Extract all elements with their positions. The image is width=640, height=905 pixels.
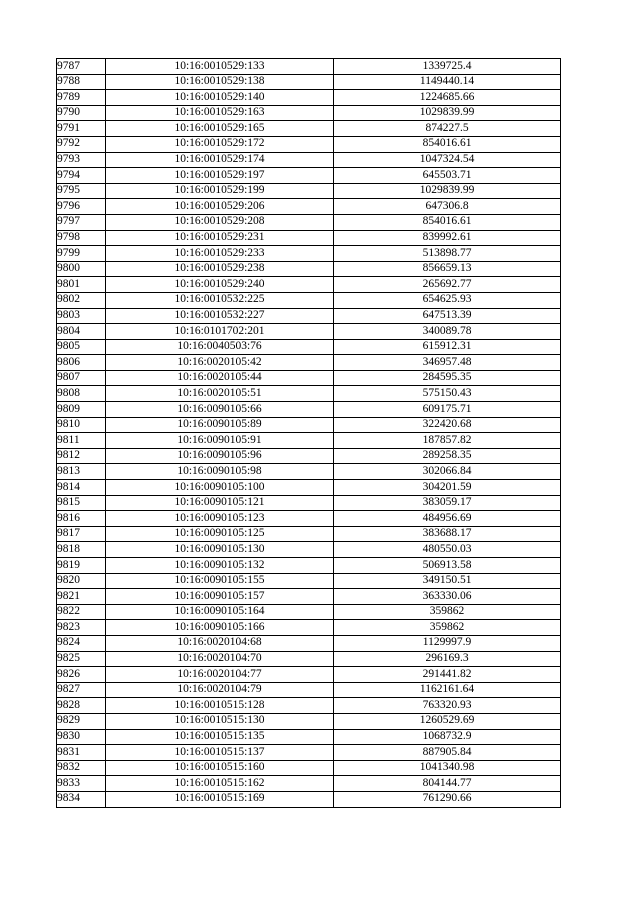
table-row xyxy=(57,105,561,121)
row-number-cell: 9805 xyxy=(57,339,106,355)
value-cell: 654625.93 xyxy=(334,292,561,308)
cadastral-number-cell: 10:16:0090105:130 xyxy=(106,542,334,558)
row-number-cell: 9823 xyxy=(57,620,106,636)
cadastral-number-cell: 10:16:0010515:162 xyxy=(106,776,334,792)
row-number-cell: 9828 xyxy=(57,698,106,714)
row-number-cell: 9807 xyxy=(57,370,106,386)
value-cell: 575150.43 xyxy=(334,386,561,402)
table-row xyxy=(57,261,561,277)
cadastral-number-cell: 10:16:0010529:233 xyxy=(106,246,334,262)
row-number-cell: 9813 xyxy=(57,464,106,480)
table-row xyxy=(57,246,561,262)
value-cell: 1129997.9 xyxy=(334,635,561,651)
cadastral-number-cell: 10:16:0010529:199 xyxy=(106,183,334,199)
cadastral-number-cell: 10:16:0010529:240 xyxy=(106,277,334,293)
cadastral-number-cell: 10:16:0010532:225 xyxy=(106,292,334,308)
value-cell: 187857.82 xyxy=(334,433,561,449)
value-cell: 304201.59 xyxy=(334,480,561,496)
value-cell: 513898.77 xyxy=(334,246,561,262)
table-row xyxy=(57,526,561,542)
row-number-cell: 9800 xyxy=(57,261,106,277)
value-cell: 346957.48 xyxy=(334,355,561,371)
value-cell: 1149440.14 xyxy=(334,74,561,90)
value-cell: 296169.3 xyxy=(334,651,561,667)
table-row xyxy=(57,448,561,464)
value-cell: 1224685.66 xyxy=(334,90,561,106)
row-number-cell: 9832 xyxy=(57,760,106,776)
table-row xyxy=(57,760,561,776)
cadastral-number-cell: 10:16:0020104:68 xyxy=(106,635,334,651)
cadastral-number-cell: 10:16:0010515:135 xyxy=(106,729,334,745)
row-number-cell: 9788 xyxy=(57,74,106,90)
table-row xyxy=(57,682,561,698)
value-cell: 265692.77 xyxy=(334,277,561,293)
row-number-cell: 9829 xyxy=(57,713,106,729)
cadastral-number-cell: 10:16:0090105:91 xyxy=(106,433,334,449)
row-number-cell: 9824 xyxy=(57,635,106,651)
cadastral-number-cell: 10:16:0090105:164 xyxy=(106,604,334,620)
value-cell: 854016.61 xyxy=(334,136,561,152)
value-cell: 839992.61 xyxy=(334,230,561,246)
cadastral-number-cell: 10:16:0010529:231 xyxy=(106,230,334,246)
table-row xyxy=(57,620,561,636)
value-cell: 359862 xyxy=(334,620,561,636)
cadastral-number-cell: 10:16:0090105:125 xyxy=(106,526,334,542)
cadastral-number-cell: 10:16:0090105:121 xyxy=(106,495,334,511)
cadastral-number-cell: 10:16:0010529:238 xyxy=(106,261,334,277)
table-row xyxy=(57,433,561,449)
cadastral-number-cell: 10:16:0090105:96 xyxy=(106,448,334,464)
cadastral-number-cell: 10:16:0040503:76 xyxy=(106,339,334,355)
value-cell: 340089.78 xyxy=(334,324,561,340)
table-row xyxy=(57,292,561,308)
value-cell: 349150.51 xyxy=(334,573,561,589)
table-row xyxy=(57,168,561,184)
row-number-cell: 9804 xyxy=(57,324,106,340)
cadastral-number-cell: 10:16:0020104:79 xyxy=(106,682,334,698)
value-cell: 1047324.54 xyxy=(334,152,561,168)
row-number-cell: 9789 xyxy=(57,90,106,106)
cadastral-number-cell: 10:16:0090105:132 xyxy=(106,558,334,574)
value-cell: 874227.5 xyxy=(334,121,561,137)
cadastral-number-cell: 10:16:0010515:160 xyxy=(106,760,334,776)
row-number-cell: 9803 xyxy=(57,308,106,324)
value-cell: 363330.06 xyxy=(334,589,561,605)
table-row xyxy=(57,558,561,574)
value-cell: 302066.84 xyxy=(334,464,561,480)
value-cell: 887905.84 xyxy=(334,745,561,761)
table-row xyxy=(57,480,561,496)
value-cell: 322420.68 xyxy=(334,417,561,433)
cadastral-number-cell: 10:16:0010532:227 xyxy=(106,308,334,324)
value-cell: 763320.93 xyxy=(334,698,561,714)
table-row xyxy=(57,386,561,402)
value-cell: 383059.17 xyxy=(334,495,561,511)
cadastral-number-cell: 10:16:0010529:208 xyxy=(106,214,334,230)
row-number-cell: 9791 xyxy=(57,121,106,137)
table-row xyxy=(57,635,561,651)
table-row xyxy=(57,667,561,683)
table-row xyxy=(57,651,561,667)
value-cell: 609175.71 xyxy=(334,402,561,418)
row-number-cell: 9795 xyxy=(57,183,106,199)
value-cell: 359862 xyxy=(334,604,561,620)
cadastral-number-cell: 10:16:0010515:130 xyxy=(106,713,334,729)
row-number-cell: 9792 xyxy=(57,136,106,152)
cadastral-number-cell: 10:16:0090105:66 xyxy=(106,402,334,418)
cadastral-number-cell: 10:16:0010529:165 xyxy=(106,121,334,137)
cadastral-number-cell: 10:16:0090105:98 xyxy=(106,464,334,480)
row-number-cell: 9819 xyxy=(57,558,106,574)
cadastral-number-cell: 10:16:0010529:197 xyxy=(106,168,334,184)
value-cell: 506913.58 xyxy=(334,558,561,574)
table-row xyxy=(57,776,561,792)
value-cell: 1029839.99 xyxy=(334,183,561,199)
row-number-cell: 9798 xyxy=(57,230,106,246)
row-number-cell: 9820 xyxy=(57,573,106,589)
table-row xyxy=(57,511,561,527)
row-number-cell: 9817 xyxy=(57,526,106,542)
row-number-cell: 9793 xyxy=(57,152,106,168)
cadastral-number-cell: 10:16:0090105:155 xyxy=(106,573,334,589)
row-number-cell: 9810 xyxy=(57,417,106,433)
table-row xyxy=(57,370,561,386)
table-row xyxy=(57,542,561,558)
row-number-cell: 9797 xyxy=(57,214,106,230)
table-row xyxy=(57,308,561,324)
value-cell: 804144.77 xyxy=(334,776,561,792)
value-cell: 383688.17 xyxy=(334,526,561,542)
value-cell: 480550.03 xyxy=(334,542,561,558)
row-number-cell: 9811 xyxy=(57,433,106,449)
cadastral-number-cell: 10:16:0010515:128 xyxy=(106,698,334,714)
table-row xyxy=(57,729,561,745)
row-number-cell: 9787 xyxy=(57,59,106,75)
row-number-cell: 9827 xyxy=(57,682,106,698)
table-row xyxy=(57,59,561,75)
value-cell: 647513.39 xyxy=(334,308,561,324)
row-number-cell: 9833 xyxy=(57,776,106,792)
value-cell: 291441.82 xyxy=(334,667,561,683)
row-number-cell: 9826 xyxy=(57,667,106,683)
row-number-cell: 9818 xyxy=(57,542,106,558)
cadastral-number-cell: 10:16:0010515:169 xyxy=(106,791,334,807)
table-row xyxy=(57,90,561,106)
table-row xyxy=(57,713,561,729)
cadastral-number-cell: 10:16:0010515:137 xyxy=(106,745,334,761)
cadastral-number-cell: 10:16:0020104:77 xyxy=(106,667,334,683)
cadastral-number-cell: 10:16:0090105:157 xyxy=(106,589,334,605)
value-cell: 615912.31 xyxy=(334,339,561,355)
value-cell: 761290.66 xyxy=(334,791,561,807)
table-row xyxy=(57,698,561,714)
table-row xyxy=(57,324,561,340)
value-cell: 1162161.64 xyxy=(334,682,561,698)
table-row xyxy=(57,199,561,215)
cadastral-number-cell: 10:16:0020105:44 xyxy=(106,370,334,386)
cadastral-number-cell: 10:16:0090105:123 xyxy=(106,511,334,527)
cadastral-number-cell: 10:16:0010529:138 xyxy=(106,74,334,90)
row-number-cell: 9814 xyxy=(57,480,106,496)
row-number-cell: 9806 xyxy=(57,355,106,371)
table-row xyxy=(57,589,561,605)
cadastral-number-cell: 10:16:0090105:100 xyxy=(106,480,334,496)
value-cell: 854016.61 xyxy=(334,214,561,230)
row-number-cell: 9825 xyxy=(57,651,106,667)
row-number-cell: 9822 xyxy=(57,604,106,620)
table-row xyxy=(57,339,561,355)
value-cell: 1041340.98 xyxy=(334,760,561,776)
cadastral-number-cell: 10:16:0010529:206 xyxy=(106,199,334,215)
cadastral-number-cell: 10:16:0020104:70 xyxy=(106,651,334,667)
row-number-cell: 9790 xyxy=(57,105,106,121)
value-cell: 1029839.99 xyxy=(334,105,561,121)
value-cell: 1260529.69 xyxy=(334,713,561,729)
row-number-cell: 9830 xyxy=(57,729,106,745)
cadastral-number-cell: 10:16:0010529:172 xyxy=(106,136,334,152)
table-row xyxy=(57,74,561,90)
cadastral-number-cell: 10:16:0010529:174 xyxy=(106,152,334,168)
row-number-cell: 9802 xyxy=(57,292,106,308)
value-cell: 645503.71 xyxy=(334,168,561,184)
cadastral-number-cell: 10:16:0020105:42 xyxy=(106,355,334,371)
value-cell: 1068732.9 xyxy=(334,729,561,745)
table-row xyxy=(57,355,561,371)
table-body xyxy=(57,59,561,808)
value-cell: 1339725.4 xyxy=(334,59,561,75)
table-row xyxy=(57,464,561,480)
cadastral-number-cell: 10:16:0020105:51 xyxy=(106,386,334,402)
row-number-cell: 9815 xyxy=(57,495,106,511)
row-number-cell: 9808 xyxy=(57,386,106,402)
cadastral-number-cell: 10:16:0010529:133 xyxy=(106,59,334,75)
value-cell: 284595.35 xyxy=(334,370,561,386)
row-number-cell: 9794 xyxy=(57,168,106,184)
value-cell: 484956.69 xyxy=(334,511,561,527)
value-cell: 289258.35 xyxy=(334,448,561,464)
table-row xyxy=(57,136,561,152)
table-row xyxy=(57,183,561,199)
row-number-cell: 9809 xyxy=(57,402,106,418)
table-row xyxy=(57,277,561,293)
table-row xyxy=(57,417,561,433)
row-number-cell: 9821 xyxy=(57,589,106,605)
cadastral-number-cell: 10:16:0101702:201 xyxy=(106,324,334,340)
table-row xyxy=(57,791,561,807)
row-number-cell: 9796 xyxy=(57,199,106,215)
cadastral-number-cell: 10:16:0090105:166 xyxy=(106,620,334,636)
cadastral-number-cell: 10:16:0090105:89 xyxy=(106,417,334,433)
cadastral-number-cell: 10:16:0010529:140 xyxy=(106,90,334,106)
cadastral-number-cell: 10:16:0010529:163 xyxy=(106,105,334,121)
table-row xyxy=(57,495,561,511)
table-row xyxy=(57,214,561,230)
row-number-cell: 9831 xyxy=(57,745,106,761)
table-row xyxy=(57,573,561,589)
row-number-cell: 9834 xyxy=(57,791,106,807)
row-number-cell: 9799 xyxy=(57,246,106,262)
table-row xyxy=(57,604,561,620)
value-cell: 856659.13 xyxy=(334,261,561,277)
table-row xyxy=(57,745,561,761)
table-row xyxy=(57,230,561,246)
table-row xyxy=(57,152,561,168)
row-number-cell: 9812 xyxy=(57,448,106,464)
table-row xyxy=(57,402,561,418)
table-row xyxy=(57,121,561,137)
row-number-cell: 9801 xyxy=(57,277,106,293)
data-table xyxy=(56,58,561,808)
row-number-cell: 9816 xyxy=(57,511,106,527)
value-cell: 647306.8 xyxy=(334,199,561,215)
